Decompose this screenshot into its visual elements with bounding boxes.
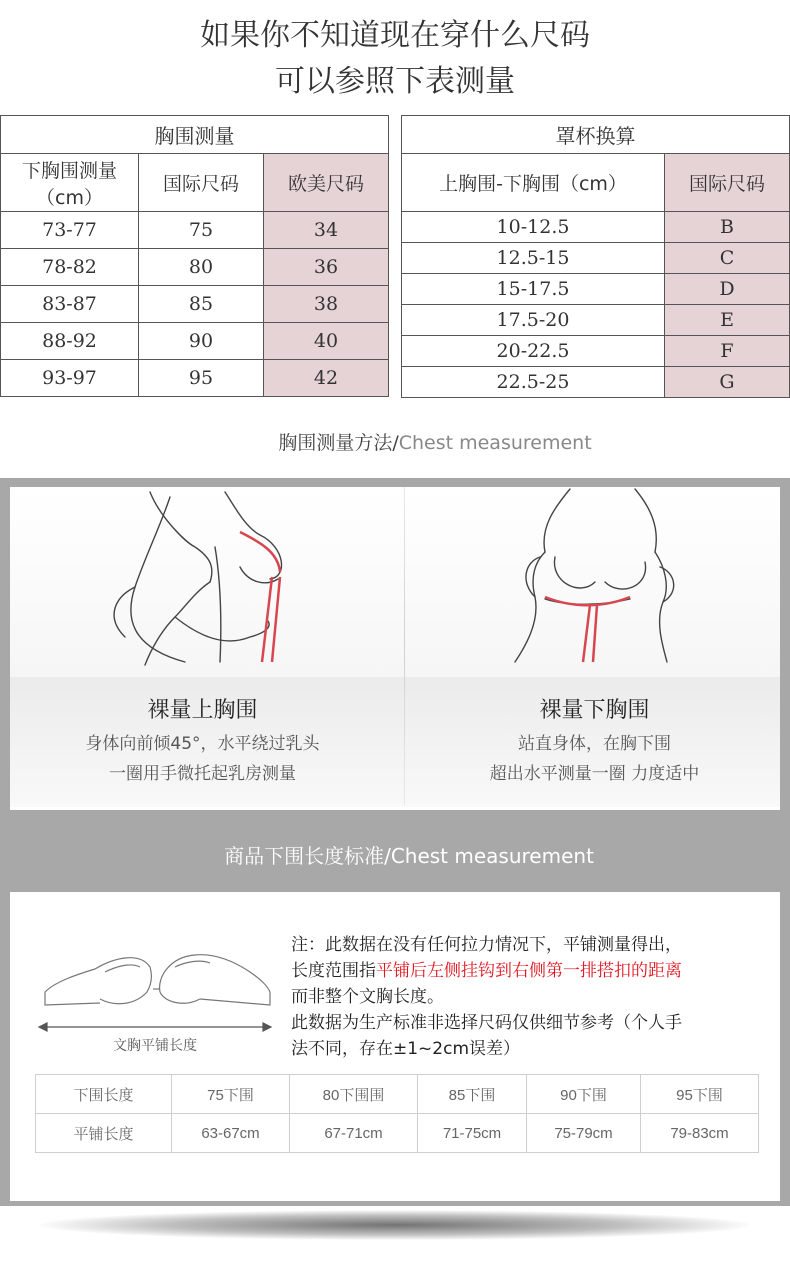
table-row bbox=[402, 274, 790, 305]
table-cell: 80下围围 bbox=[290, 1075, 418, 1114]
bra-illustration bbox=[35, 937, 275, 1037]
table-cell: B bbox=[665, 212, 790, 243]
table-cell: E bbox=[665, 305, 790, 336]
table-row bbox=[402, 212, 790, 243]
upper-bust-illustration bbox=[10, 487, 404, 677]
note-line-4: 此数据为生产标准非选择尺码仅供细节参考（个人手 bbox=[291, 1013, 682, 1033]
method-panel bbox=[10, 487, 780, 1201]
table-cell: 34 bbox=[264, 212, 389, 249]
note-line-2-text: 长度范围指 bbox=[291, 961, 376, 981]
table-cell: 95 bbox=[139, 360, 264, 397]
table-cell: 10-12.5 bbox=[402, 212, 665, 243]
under-bust-heading: 裸量下胸围 bbox=[539, 698, 650, 723]
table-row bbox=[36, 1114, 759, 1153]
method-title-en: Chest measurement bbox=[398, 432, 592, 454]
cup-size-table bbox=[401, 115, 790, 398]
note-line-3: 而非整个文胸长度。 bbox=[291, 987, 444, 1007]
table-cell: 88-92 bbox=[1, 323, 139, 360]
table-row bbox=[1, 286, 389, 323]
table-cell: 12.5-15 bbox=[402, 243, 665, 274]
table-cell: 93-97 bbox=[1, 360, 139, 397]
measurement-note bbox=[291, 932, 771, 1062]
chest-col-under-bust: 下胸围测量（cm） bbox=[1, 154, 139, 212]
header-line-2: 可以参照下表测量 bbox=[275, 64, 515, 99]
table-cell: 79-83cm bbox=[641, 1114, 759, 1153]
table-cell: 67-71cm bbox=[290, 1114, 418, 1153]
note-line-1: 注：此数据在没有任何拉力情况下，平铺测量得出， bbox=[291, 935, 682, 955]
table-cell: 36 bbox=[264, 249, 389, 286]
header-line-1: 如果你不知道现在穿什么尺码 bbox=[200, 18, 590, 53]
table-cell: 85 bbox=[139, 286, 264, 323]
table-cell: 80 bbox=[139, 249, 264, 286]
table-cell: 85下围 bbox=[418, 1075, 527, 1114]
upper-bust-desc-2: 一圈用手微托起乳房测量 bbox=[109, 764, 296, 784]
under-bust-desc-1: 站直身体，在胸下围 bbox=[518, 734, 671, 754]
chest-table-title: 胸围测量 bbox=[1, 116, 389, 154]
table-cell: 78-82 bbox=[1, 249, 139, 286]
cup-table-title: 罩杯换算 bbox=[402, 116, 790, 154]
table-cell: 95下围 bbox=[641, 1075, 759, 1114]
table-cell: 75下围 bbox=[172, 1075, 290, 1114]
table-cell: 83-87 bbox=[1, 286, 139, 323]
figure-area bbox=[10, 487, 780, 677]
upper-bust-heading: 裸量上胸围 bbox=[147, 698, 258, 723]
table-row bbox=[402, 305, 790, 336]
under-bust-illustration bbox=[405, 487, 780, 677]
table-row bbox=[402, 336, 790, 367]
method-title bbox=[0, 428, 790, 455]
table-cell: 38 bbox=[264, 286, 389, 323]
table-cell: F bbox=[665, 336, 790, 367]
table-row bbox=[1, 360, 389, 397]
cup-col-intl-size: 国际尺码 bbox=[665, 154, 790, 212]
table-cell: D bbox=[665, 274, 790, 305]
table-row bbox=[36, 1075, 759, 1114]
table-cell: C bbox=[665, 243, 790, 274]
table-cell: 20-22.5 bbox=[402, 336, 665, 367]
under-bust-desc-2: 超出水平测量一圈 力度适中 bbox=[489, 764, 700, 784]
upper-bust-desc-1: 身体向前倾45°，水平绕过乳头 bbox=[85, 734, 320, 754]
drop-shadow bbox=[40, 1210, 750, 1240]
table-cell: 平铺长度 bbox=[36, 1114, 172, 1153]
table-cell: 73-77 bbox=[1, 212, 139, 249]
table-row bbox=[1, 249, 389, 286]
table-cell: 90 bbox=[139, 323, 264, 360]
chest-col-intl-size: 国际尺码 bbox=[139, 154, 264, 212]
table-cell: 75 bbox=[139, 212, 264, 249]
chest-col-eu-size: 欧美尺码 bbox=[264, 154, 389, 212]
table-cell: 90下围 bbox=[527, 1075, 641, 1114]
table-cell: 63-67cm bbox=[172, 1114, 290, 1153]
table-cell: 71-75cm bbox=[418, 1114, 527, 1153]
table-row bbox=[1, 212, 389, 249]
note-line-2 bbox=[291, 958, 771, 984]
chest-size-table bbox=[0, 115, 389, 397]
table-cell: G bbox=[665, 367, 790, 398]
table-cell: 42 bbox=[264, 360, 389, 397]
table-cell: 下围长度 bbox=[36, 1075, 172, 1114]
table-cell: 15-17.5 bbox=[402, 274, 665, 305]
band-length-table bbox=[35, 1074, 759, 1153]
note-highlight: 平铺后左侧挂钩到右侧第一排搭扣的距离 bbox=[376, 961, 682, 981]
table-cell: 17.5-20 bbox=[402, 305, 665, 336]
cup-col-difference: 上胸围-下胸围（cm） bbox=[402, 154, 665, 212]
table-cell: 75-79cm bbox=[527, 1114, 641, 1153]
table-row bbox=[402, 367, 790, 398]
table-cell: 40 bbox=[264, 323, 389, 360]
note-line-5: 法不同，存在±1~2cm误差） bbox=[291, 1039, 521, 1059]
table-row bbox=[1, 323, 389, 360]
table-row bbox=[402, 243, 790, 274]
standard-banner-text: 商品下围长度标准/Chest measurement bbox=[224, 844, 594, 868]
method-title-cn: 胸围测量方法/ bbox=[278, 432, 399, 454]
table-cell: 22.5-25 bbox=[402, 367, 665, 398]
bra-length-label: 文胸平铺长度 bbox=[113, 1038, 197, 1054]
